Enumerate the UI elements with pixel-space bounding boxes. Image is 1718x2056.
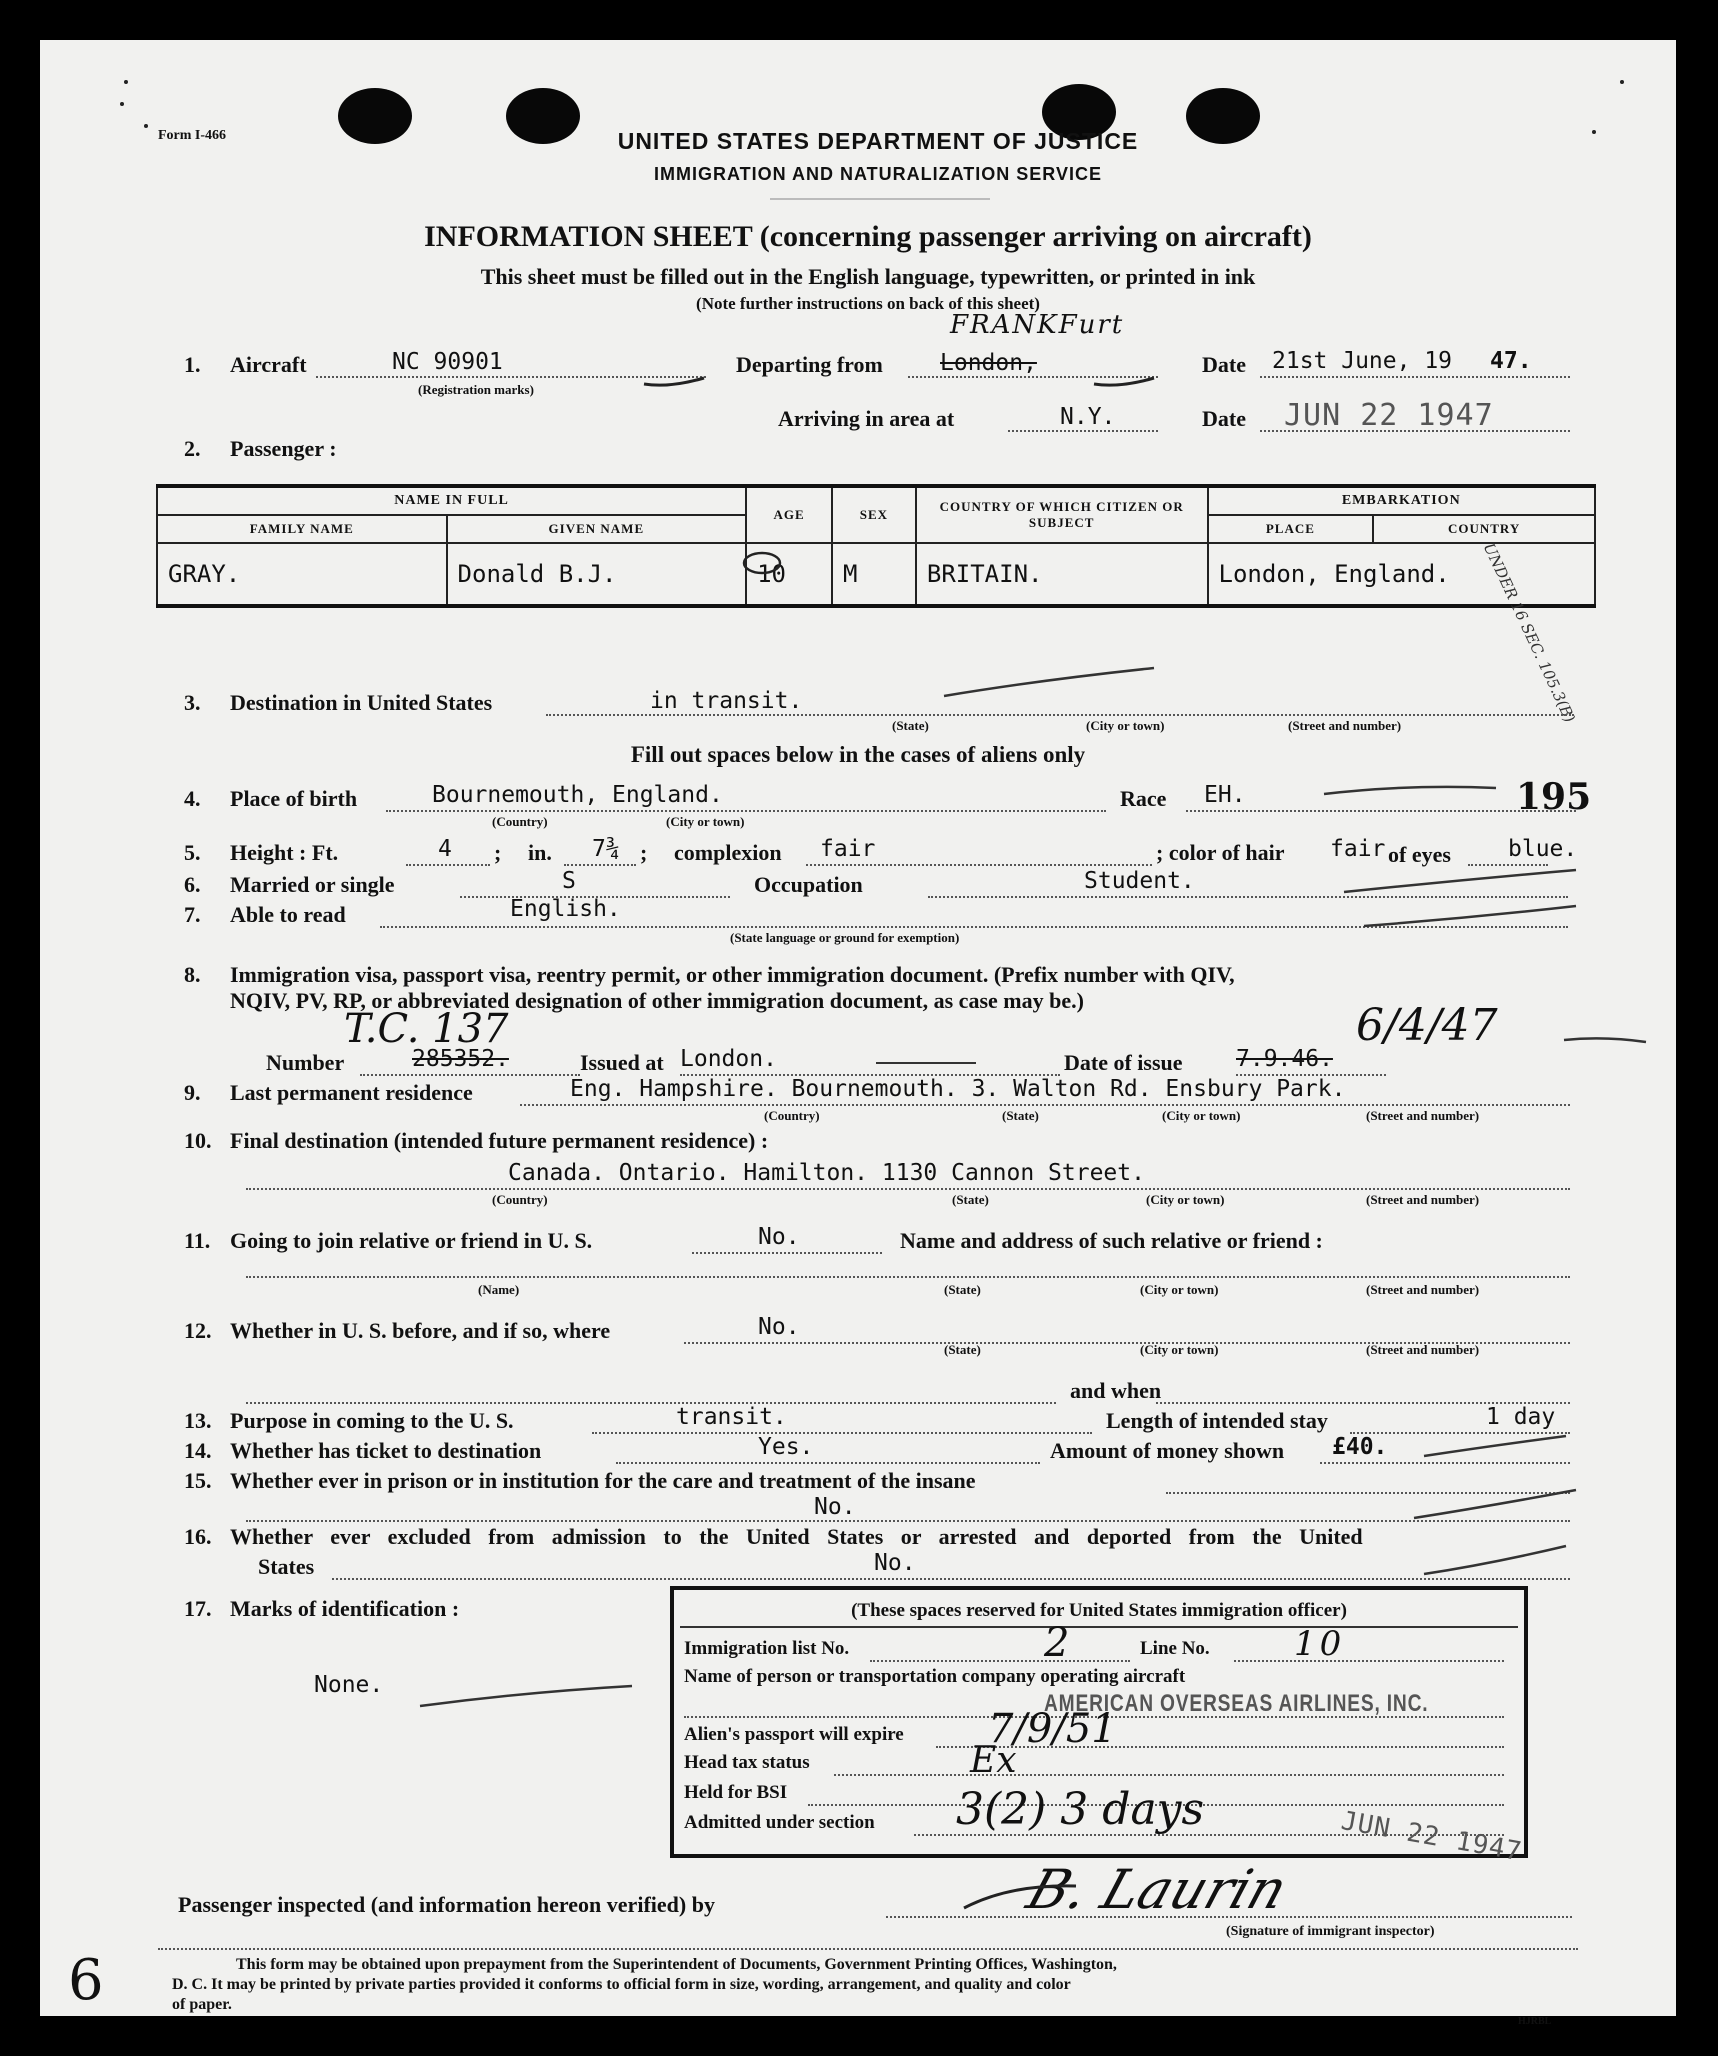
q2-number: 2. [184, 436, 201, 461]
q12-number: 12. [184, 1318, 212, 1343]
doc-number-value: 285352. [412, 1046, 509, 1072]
read-label: Able to read [230, 902, 346, 927]
q6-number: 6. [184, 872, 201, 897]
birthplace-value: Bournemouth, England. [432, 782, 723, 808]
purpose-label: Purpose in coming to the U. S. [230, 1408, 514, 1433]
footer-line-2: D. C. It may be printed by private parties provided it conforms to official form in size, wording, arrangement, and quality and color [172, 1976, 1071, 1993]
inspector-signature: B. Laurin [1019, 1858, 1295, 1921]
handwritten-dash [1420, 1542, 1570, 1578]
operator-stamp: AMERICAN OVERSEAS AIRLINES, INC. [1044, 1690, 1429, 1717]
q16-number: 16. [184, 1524, 212, 1549]
prison-value: No. [814, 1494, 856, 1520]
footer-line-1: This form may be obtained upon prepayment from the Superintendent of Documents, Government Printing Offices, Washington, [236, 1956, 1117, 1973]
q9-number: 9. [184, 1080, 201, 1105]
race-value: EH. [1204, 782, 1246, 808]
aircraft-label: Aircraft [230, 352, 307, 377]
sex-cell: M [832, 543, 916, 606]
form-number: Form I-466 [158, 128, 227, 143]
purpose-value: transit. [676, 1404, 787, 1430]
departing-correction: FRANKFurt [950, 310, 1125, 340]
last-residence-sub-state: (State) [1002, 1108, 1039, 1123]
signature-sub: (Signature of immigrant inspector) [1226, 1924, 1435, 1939]
handwritten-dash [1360, 902, 1580, 932]
aircraft-value: NC 90901 [392, 349, 503, 375]
money-label: Amount of money shown [1050, 1438, 1285, 1463]
previous-visit-value: No. [758, 1314, 800, 1340]
q13-number: 13. [184, 1408, 212, 1433]
destination-sub-city: (City or town) [1086, 718, 1165, 733]
hair-value: fair [1330, 836, 1386, 862]
given-name-cell: Donald B.J. [447, 543, 747, 606]
relative-sub-name: (Name) [478, 1282, 520, 1297]
stay-value: 1 day [1486, 1404, 1556, 1430]
date-year: 47. [1490, 348, 1532, 374]
line-number-value: 10 [1294, 1624, 1346, 1664]
race-label: Race [1120, 786, 1167, 811]
admitted-value: 3(2) 3 days [956, 1784, 1205, 1835]
q14-number: 14. [184, 1438, 212, 1463]
last-residence-value: Eng. Hampshire. Bournemouth. 3. Walton Rd. Ensbury Park. [570, 1076, 1346, 1102]
height-inches: 7¾ [592, 836, 620, 862]
previous-visit-sub-city: (City or town) [1140, 1342, 1219, 1357]
handwritten-dash [940, 662, 1160, 702]
q7-number: 7. [184, 902, 201, 927]
final-destination-sub-state: (State) [952, 1192, 989, 1207]
handwritten-mark [740, 548, 786, 578]
form-instruction: This sheet must be filled out in the English language, typewritten, or printed in ink [480, 264, 1256, 289]
arrival-date-label: Date [1202, 406, 1246, 431]
height-label: Height : Ft. [230, 840, 339, 865]
final-destination-sub-street: (Street and number) [1366, 1192, 1480, 1207]
name-in-full-header: NAME IN FULL [157, 486, 746, 515]
final-destination-sub-country: (Country) [492, 1192, 548, 1207]
final-destination-value: Canada. Ontario. Hamilton. 1130 Cannon Street. [508, 1160, 1145, 1186]
page-mark: 6 [68, 1948, 104, 2013]
document-handwritten-code: T.C. 137 [344, 1006, 509, 1052]
q4-number: 4. [184, 786, 201, 811]
previous-visit-label: Whether in U. S. before, and if so, where [230, 1318, 611, 1343]
complexion-label: complexion [674, 840, 782, 865]
ticket-label: Whether has ticket to destination [230, 1438, 542, 1463]
destination-label: Destination in United States [230, 690, 493, 715]
handwritten-dash [1340, 866, 1580, 896]
handwritten-dash [1560, 1030, 1650, 1050]
join-relative-value: No. [758, 1224, 800, 1250]
race-code: 195 [1516, 776, 1592, 818]
issued-value: London. [680, 1046, 777, 1072]
departing-label: Departing from [736, 352, 883, 377]
document-text-1: Immigration visa, passport visa, reentry permit, or other immigration document. (Prefix number with QIV, [230, 962, 1235, 987]
age-cell: 10 [746, 543, 832, 606]
printer-code: HJRBL [1518, 2016, 1552, 2027]
document-text-2: NQIV, PV, RP, or abbreviated designation of other immigration document, as case may be.) [230, 988, 1084, 1013]
final-destination-label: Final destination (intended future permanent residence) : [230, 1128, 769, 1153]
given-name-header: GIVEN NAME [447, 515, 747, 543]
doc-number-label: Number [266, 1050, 345, 1075]
eyes-value: blue. [1508, 836, 1578, 862]
age-margin-note: UNDER 16 SEC. 105.3(B) [1479, 540, 1579, 726]
birthplace-label: Place of birth [230, 786, 358, 811]
admission-date-stamp: JUN 22 1947 [1338, 1806, 1525, 1868]
relative-sub-state: (State) [944, 1282, 981, 1297]
head-tax-label: Head tax status [684, 1752, 810, 1773]
bsi-label: Held for BSI [684, 1782, 788, 1803]
footer-divider [158, 1948, 1578, 1950]
excluded-label-2: States [258, 1554, 315, 1579]
join-relative-label: Going to join relative or friend in U. S. [230, 1228, 593, 1253]
q3-number: 3. [184, 690, 201, 715]
q8-number: 8. [184, 962, 201, 987]
birthplace-sub-country: (Country) [492, 814, 548, 829]
handwritten-dash [1410, 1486, 1580, 1522]
when-label: and when [1070, 1378, 1162, 1403]
passport-expire-value: 7/9/51 [988, 1706, 1117, 1752]
aliens-heading: Fill out spaces below in the cases of aliens only [630, 742, 1086, 767]
last-residence-sub-city: (City or town) [1162, 1108, 1241, 1123]
age-header: AGE [746, 486, 832, 543]
hair-label: ; color of hair [1156, 840, 1285, 865]
footer-line-3: of paper. [172, 1996, 232, 2013]
q11-number: 11. [184, 1228, 211, 1253]
arrival-date-stamp: JUN 22 1947 [1284, 398, 1494, 433]
q17-number: 17. [184, 1596, 212, 1621]
last-residence-sub-street: (Street and number) [1366, 1108, 1480, 1123]
embarkation-cell: London, England. [1208, 543, 1595, 606]
handwritten-dash [1420, 1432, 1570, 1462]
date-value: 21st June, 19 [1272, 348, 1453, 374]
marital-value: S [562, 868, 576, 894]
immigration-list-value: 2 [1044, 1620, 1070, 1666]
marks-label: Marks of identification : [230, 1596, 460, 1621]
final-destination-sub-city: (City or town) [1146, 1192, 1225, 1207]
excluded-value: No. [874, 1550, 916, 1576]
complexion-value: fair [820, 836, 876, 862]
read-value: English. [510, 896, 621, 922]
relative-name-label: Name and address of such relative or friend : [900, 1228, 1323, 1253]
immigration-list-label: Immigration list No. [684, 1638, 850, 1659]
read-sub: (State language or ground for exemption) [730, 930, 960, 945]
department-heading: UNITED STATES DEPARTMENT OF JUSTICE [617, 128, 1139, 154]
q5-number: 5. [184, 840, 201, 865]
passport-expire-label: Alien's passport will expire [684, 1724, 904, 1745]
embarkation-header: EMBARKATION [1208, 486, 1595, 515]
place-header: PLACE [1208, 515, 1374, 543]
aircraft-sub: (Registration marks) [418, 382, 534, 397]
marks-value: None. [314, 1672, 384, 1698]
last-residence-sub-country: (Country) [764, 1108, 820, 1123]
q10-number: 10. [184, 1128, 212, 1153]
destination-value: in transit. [650, 688, 803, 714]
stay-label: Length of intended stay [1106, 1408, 1328, 1433]
previous-visit-sub-state: (State) [944, 1342, 981, 1357]
previous-visit-sub-street: (Street and number) [1366, 1342, 1480, 1357]
sex-header: SEX [832, 486, 916, 543]
operator-label: Name of person or transportation company operating aircraft [684, 1666, 1186, 1687]
q1-number: 1. [184, 352, 201, 377]
admitted-label: Admitted under section [684, 1812, 875, 1833]
destination-sub-street: (Street and number) [1288, 718, 1402, 733]
inspected-label: Passenger inspected (and information hereon verified) by [178, 1892, 715, 1917]
family-name-cell: GRAY. [157, 543, 447, 606]
birthplace-sub-city: (City or town) [666, 814, 745, 829]
destination-sub-state: (State) [892, 718, 929, 733]
date-of-issue-value: 7.9.46. [1236, 1046, 1333, 1072]
officer-box-heading: (These spaces reserved for United States immigration officer) [851, 1600, 1347, 1621]
handwritten-dash [1320, 780, 1500, 800]
arriving-value: N.Y. [1060, 404, 1116, 430]
ticket-value: Yes. [758, 1434, 814, 1460]
divider [770, 198, 990, 200]
arriving-label: Arriving in area at [778, 406, 955, 431]
citizenship-header: COUNTRY OF WHICH CITIZEN OR SUBJECT [916, 486, 1208, 543]
passenger-label: Passenger : [230, 436, 337, 461]
last-residence-label: Last permanent residence [230, 1080, 473, 1105]
citizenship-cell: BRITAIN. [916, 543, 1208, 606]
form-note: (Note further instructions on back of this sheet) [696, 294, 1040, 313]
passenger-table [156, 484, 1596, 608]
signature-flourish [960, 1874, 1080, 1914]
check-mark [1090, 370, 1160, 390]
form-title: INFORMATION SHEET (concerning passenger arriving on aircraft) [424, 220, 1312, 253]
check-mark [640, 370, 710, 390]
occupation-label: Occupation [754, 872, 863, 897]
service-heading: IMMIGRATION AND NATURALIZATION SERVICE [654, 164, 1102, 184]
head-tax-value: Ex [970, 1740, 1017, 1781]
family-name-header: FAMILY NAME [157, 515, 447, 543]
country-header: COUNTRY [1373, 515, 1595, 543]
occupation-value: Student. [1084, 868, 1195, 894]
issued-label: Issued at [580, 1050, 664, 1075]
departing-value: London, [940, 350, 1037, 376]
relative-sub-city: (City or town) [1140, 1282, 1219, 1297]
prison-label: Whether ever in prison or in institution for the care and treatment of the insane [230, 1468, 976, 1493]
relative-sub-street: (Street and number) [1366, 1282, 1480, 1297]
inches-label: in. [528, 840, 552, 865]
eyes-label: of eyes [1388, 842, 1451, 867]
height-feet: 4 [438, 836, 452, 862]
form-page: Form I-466 UNITED STATES DEPARTMENT OF JUSTICE IMMIGRATION AND NATURALIZATION SERVICE INFORMATION SHEET (concerning passenger arriving on aircraft) This sheet must be filled out in the English language, typewritten, or printed in ink (Note further instructions on back of this sheet) 1. Aircraft NC 90901 (Registration marks) Departing from London, FRANKFurt Date 21st June, 19 47. Arriving in area at N.Y. Date JUN 22 1947 2. Passenger : NAME IN FULL AGE SEX COUNTRY OF WHICH CITIZEN OR SUBJECT EMBARKATION FAMILY NAME GIVEN NAME PLACE COUNTRY GRAY. Donald B.J. 10 M BRITAIN. London, England. UNDER 16 SEC. 105.3(B) 3. Destination in United States in transit. (State) (City or town) (Street and number) Fill out spaces below in the cases of aliens only 4. Place of birth Bournemouth, England. (Country) (City or town) Race EH. 195 5. Height : Ft. 4 ; in. 7¾ ; complexion fair ; color of hair fair of eyes blue. 6. Married or single S Occupation Student. 7. Able to read English. (State language or ground for exemption) 8. Immigration visa, passport visa, reentry permit, or other immigration document. (Prefix number with QIV, NQIV, PV, RP, or abbreviated designation of other immigration document, as case may be.) T.C. 137 6/4/47 Number 285352. Issued at London. Date of issue 7.9.46. 9. Last permanent residence Eng. Hampshire. Bournemouth. 3. Walton Rd. Ensbury Park. (Country) (State) (City or town) (Street and number) 10. Final destination (intended future permanent residence) : Canada. Ontario. Hamilton. 1130 Cannon Street. (Country) (State) (City or town) (Street and number) 11. Going to join relative or friend in U. S. No. Name and address of such relative or friend : (Name) (State) (City or town) (Street and number) 12. Whether in U. S. before, and if so, where No. (State) (City or town) (Street and number) and when 13. Purpose in coming to the U. S. transit. Length of intended stay 1 day 14. Whether has ticket to destination Yes. Amount of money shown £40. 15. Whether ever in prison or in institution for the care and treatment of the insane No. 16. Whether ever excluded from admission to the United States or arrested and deported from the United States No. 17. Marks of identification : None. (These spaces reserved for United States immigration officer) Immigration list No. 2 Line No. 10 Name of person or transportation company operating aircraft AMERICAN OVERSEAS AIRLINES, INC. Alien's passport will expire 7/9/51 Head tax status Ex Held for BSI Admitted under section 3(2) 3 days JUN 22 1947 Passenger inspected (and information hereon verified) by B. Laurin (Signature of immigrant inspector) This form may be obtained upon prepayment from the Superintendent of Documents, Government Printing Offices, Washington, D. C. It may be printed by private parties provided it conforms to official form in size, wording, arrangement, and quality and color of paper. 6 HJRBL [40, 40, 1676, 2016]
document-handwritten-date: 6/4/47 [1356, 1000, 1498, 1051]
date-of-issue-label: Date of issue [1064, 1050, 1183, 1075]
date-label: Date [1202, 352, 1246, 377]
handwritten-dash [416, 1682, 636, 1712]
line-number-label: Line No. [1140, 1638, 1210, 1659]
excluded-label: Whether ever excluded from admission to the United States or arrested and deported from the United [230, 1524, 1363, 1549]
marital-label: Married or single [230, 872, 395, 897]
money-value: £40. [1332, 1434, 1388, 1460]
q15-number: 15. [184, 1468, 212, 1493]
